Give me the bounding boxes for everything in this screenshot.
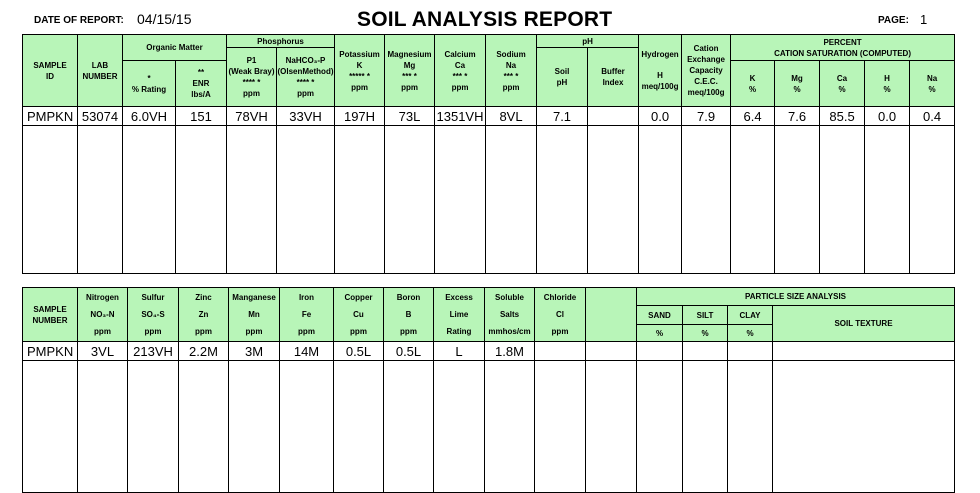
copper-header: Copper Cu ppm xyxy=(334,288,384,342)
organic-matter-header: Organic Matter xyxy=(123,35,227,61)
sample-id-header: SAMPLE ID xyxy=(23,35,78,107)
clay-header: CLAY xyxy=(728,306,773,325)
mg-pct-header: Mg % xyxy=(775,61,820,107)
nitrogen-header: Nitrogen NO₃-N ppm xyxy=(78,288,128,342)
chloride-header: Chloride Cl ppm xyxy=(535,288,586,342)
soil-texture-header: SOIL TEXTURE xyxy=(773,306,955,342)
table-row: PMPKN 53074 6.0VH 151 78VH 33VH 197H 73L 1351VH 8VL 7.1 0.0 7.9 6.4 7.6 85.5 0.0 0.4 xyxy=(23,107,955,126)
sample-number-header: SAMPLE NUMBER xyxy=(23,288,78,342)
boron-header: Boron B ppm xyxy=(384,288,434,342)
manganese-header: Manganese Mn ppm xyxy=(229,288,280,342)
buffer-index-header: Buffer Index xyxy=(588,48,639,107)
om-enr-header: ** ENR lbs/A xyxy=(176,61,227,107)
ph-header: pH xyxy=(537,35,639,48)
particle-size-header: PARTICLE SIZE ANALYSIS xyxy=(637,288,955,306)
soluble-salts-header: Soluble Salts mmhos/cm xyxy=(485,288,535,342)
phosphorus-header: Phosphorus xyxy=(227,35,335,48)
iron-header: Iron Fe ppm xyxy=(280,288,334,342)
nahco3-header: NaHCO₃-P (OlsenMethod) **** * ppm xyxy=(277,48,335,107)
micronutrient-table: SAMPLE NUMBER Nitrogen NO₃-N ppm Sulfur SO₄-S ppm Zinc Zn ppm Manganese Mn ppm Iron Fe ppm Copper Cu ppm Boron B ppm Excess Lime Rating Soluble Salts mmhos/cm Chloride Cl ppm PARTICLE SIZE ANALYSIS SAND SILT CLAY SOIL TEXTURE % % % PMPKN 3VL 213VH 2.2M 3M 14M 0.5L 0.5L L 1.8M xyxy=(22,287,955,493)
h-pct-header: H % xyxy=(865,61,910,107)
date-of-report-value: 04/15/15 xyxy=(137,11,192,27)
p1-header: P1 (Weak Bray) **** * ppm xyxy=(227,48,277,107)
sand-header: SAND xyxy=(637,306,683,325)
blank-row xyxy=(23,126,955,274)
percent-saturation-header: PERCENT CATION SATURATION (COMPUTED) xyxy=(731,35,955,61)
page-label: PAGE: xyxy=(878,15,909,26)
ca-pct-header: Ca % xyxy=(820,61,865,107)
page-number: 1 xyxy=(920,12,928,27)
hydrogen-header: Hydrogen H meq/100g xyxy=(639,35,682,107)
report-header xyxy=(0,0,980,34)
excess-lime-header: Excess Lime Rating xyxy=(434,288,485,342)
magnesium-header: Magnesium Mg *** * ppm xyxy=(385,35,435,107)
cation-analysis-table xyxy=(22,34,955,274)
potassium-header: Potassium K ***** * ppm xyxy=(335,35,385,107)
lab-number-header: LAB NUMBER xyxy=(78,35,123,107)
om-rating-header: * % Rating xyxy=(123,61,176,107)
calcium-header: Calcium Ca *** * ppm xyxy=(435,35,486,107)
date-of-report-label: DATE OF REPORT: xyxy=(34,15,124,26)
sulfur-header: Sulfur SO₄-S ppm xyxy=(128,288,179,342)
table-row: PMPKN 3VL 213VH 2.2M 3M 14M 0.5L 0.5L L 1.8M xyxy=(23,342,955,361)
cec-header: Cation Exchange Capacity C.E.C. meq/100g xyxy=(682,35,731,107)
silt-header: SILT xyxy=(683,306,728,325)
sodium-header: Sodium Na *** * ppm xyxy=(486,35,537,107)
page-title: SOIL ANALYSIS REPORT xyxy=(357,8,613,31)
k-pct-header: K % xyxy=(731,61,775,107)
na-pct-header: Na % xyxy=(910,61,955,107)
blank-row xyxy=(23,361,955,493)
soil-ph-header: Soil pH xyxy=(537,48,588,107)
zinc-header: Zinc Zn ppm xyxy=(179,288,229,342)
empty-header xyxy=(586,288,637,342)
